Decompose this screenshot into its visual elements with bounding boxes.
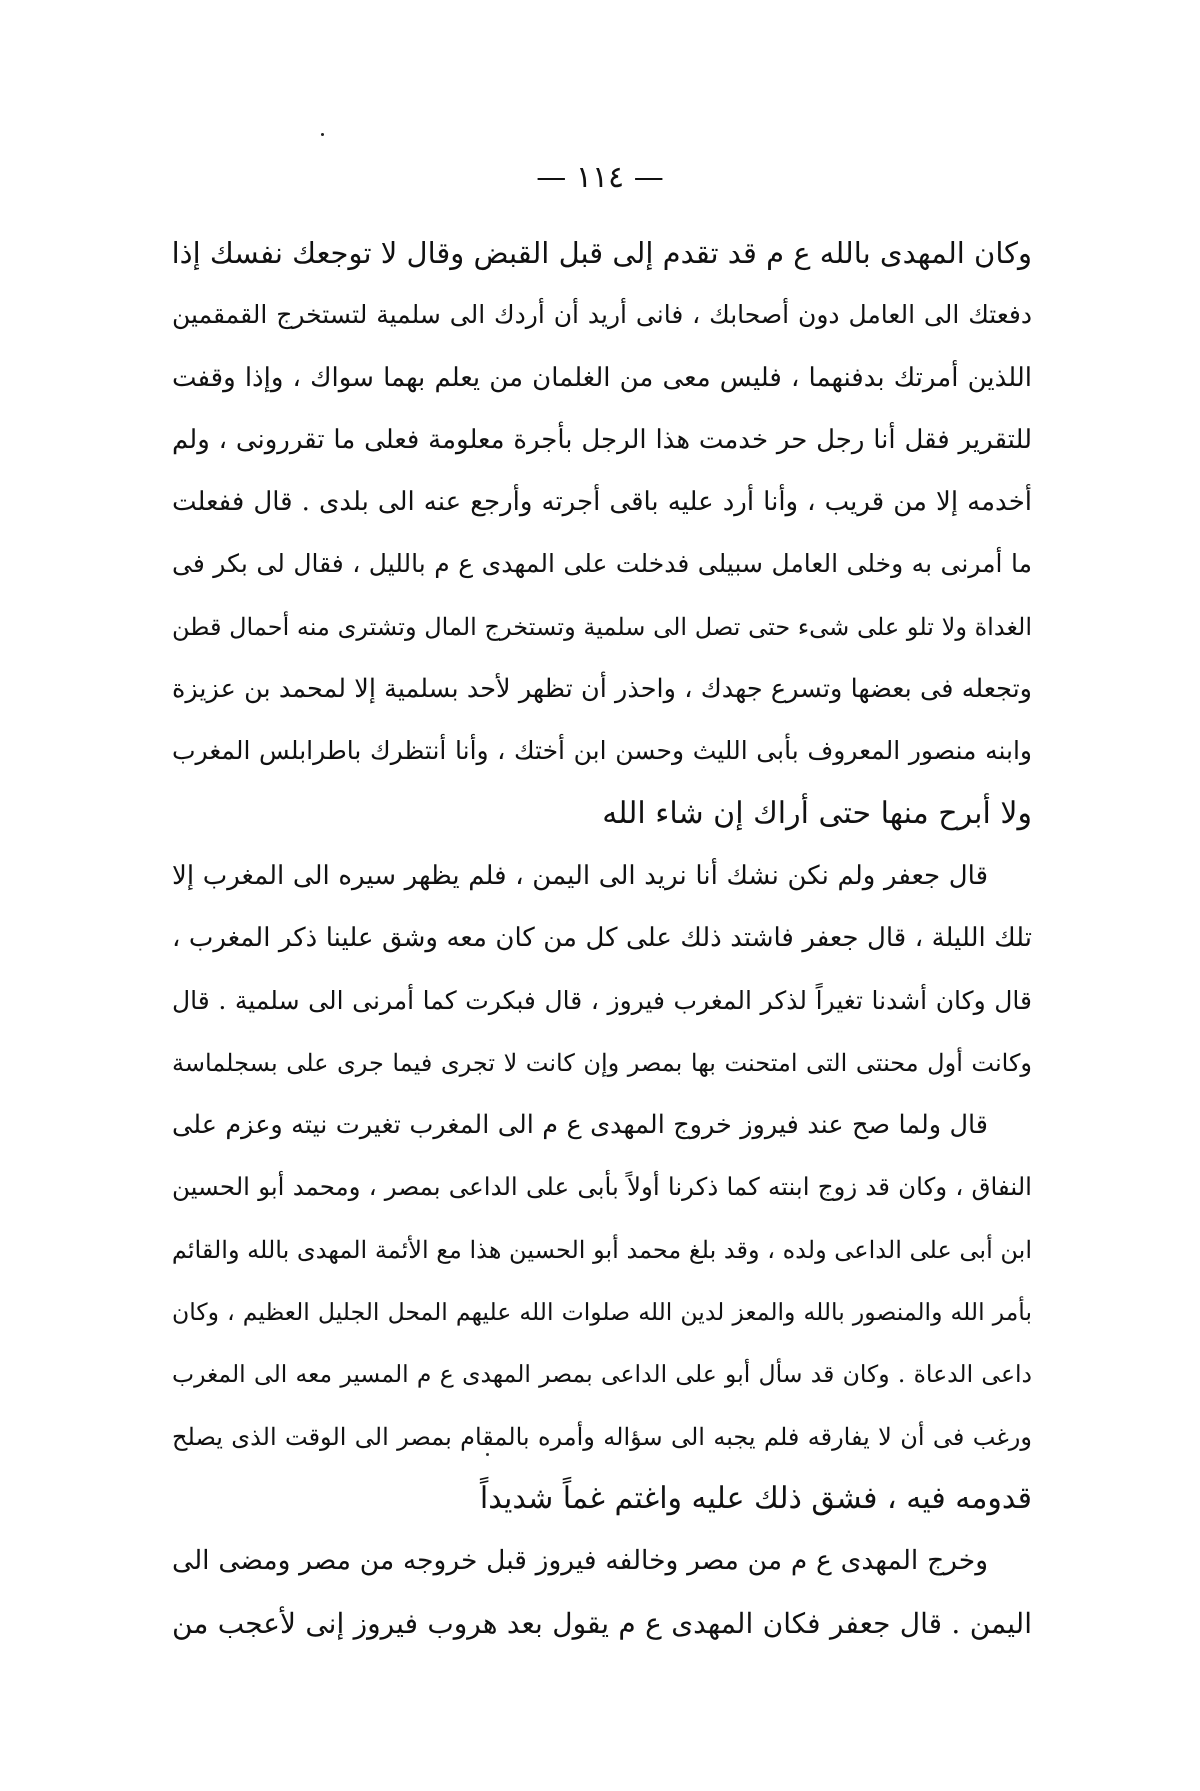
- paragraph-1: [172, 222, 1032, 845]
- text-line: أخدمه إلا من قريب ، وأنا أرد عليه باقى أجرته وأرجع عنه الى بلدى . قال ففعلت: [172, 487, 1032, 518]
- scan-speck: [321, 133, 324, 136]
- text-line: تلك الليلة ، قال جعفر فاشتد ذلك على كل من كان معه وشق علينا ذكر المغرب ،: [172, 923, 1032, 954]
- text-line: اللذين أمرتك بدفنهما ، فليس معى من الغلمان من يعلم بهما سواك ، وإذا وقفت: [172, 362, 1032, 393]
- text-line: النفاق ، وكان قد زوج ابنته كما ذكرنا أولاً بأبى على الداعى بمصر ، ومحمد أبو الحسين: [172, 1172, 1032, 1202]
- paragraph-2: [172, 845, 1032, 1094]
- text-line: ما أمرنى به وخلى العامل سبيلى فدخلت على المهدى ع م بالليل ، فقال لى بكر فى: [172, 549, 1032, 579]
- text-line: اليمن . قال جعفر فكان المهدى ع م يقول بعد هروب فيروز إنى لأعجب من: [172, 1606, 1032, 1640]
- text-line: ورغب فى أن لا يفارقه فلم يجبه الى سؤاله وأمره بالمقام بمصر الى الوقت الذى يصلح: [172, 1422, 1032, 1451]
- body-text: [172, 222, 1032, 1655]
- text-line: داعى الدعاة . وكان قد سأل أبو على الداعى بمصر المهدى ع م المسير معه الى المغرب: [172, 1360, 1032, 1389]
- text-line: وخرج المهدى ع م من مصر وخالفه فيروز قبل خروجه من مصر ومضى الى: [172, 1545, 988, 1577]
- page-number: — ١١٤ —: [536, 160, 664, 195]
- text-line: ولا أبرح منها حتى أراك إن شاء الله: [602, 795, 1032, 831]
- text-line: للتقرير فقل أنا رجل حر خدمت هذا الرجل بأجرة معلومة فعلى ما تقررونى ، ولم: [172, 424, 1032, 455]
- paragraph-4: [172, 1530, 1032, 1655]
- text-line: بأمر الله والمنصور بالله والمعز لدين الله صلوات الله عليهم المحل الجليل العظيم ، وكان: [172, 1298, 1032, 1327]
- text-line: وابنه منصور المعروف بأبى الليث وحسن ابن أختك ، وأنا أنتظرك باطرابلس المغرب: [172, 736, 1032, 766]
- text-line: وكانت أول محنتى التى امتحنت بها بمصر وإن كانت لا تجرى فيما جرى على بسجلماسة: [172, 1048, 1032, 1077]
- paragraph-3: [172, 1094, 1032, 1530]
- text-line: قدومه فيه ، فشق ذلك عليه واغتم غماً شديداً: [479, 1480, 1032, 1516]
- text-line: الغداة ولا تلو على شىء حتى تصل الى سلمية وتستخرج المال وتشترى منه أحمال قطن: [172, 612, 1032, 641]
- text-line: قال ولما صح عند فيروز خروج المهدى ع م الى المغرب تغيرت نيته وعزم على: [172, 1110, 988, 1141]
- text-line: قال جعفر ولم نكن نشك أنا نريد الى اليمن ، فلم يظهر سيره الى المغرب إلا: [172, 860, 988, 891]
- text-line: دفعتك الى العامل دون أصحابك ، فانى أريد أن أردك الى سلمية لتستخرج القمقمين: [172, 300, 1032, 330]
- text-line: ابن أبى على الداعى ولده ، وقد بلغ محمد أبو الحسين هذا مع الأئمة المهدى بالله والقائم: [172, 1235, 1032, 1264]
- text-line: قال وكان أشدنا تغيراً لذكر المغرب فيروز ، قال فبكرت كما أمرنى الى سلمية . قال: [172, 985, 1032, 1015]
- text-line: وتجعله فى بعضها وتسرع جهدك ، واحذر أن تظهر لأحد بسلمية إلا لمحمد بن عزيزة: [172, 674, 1032, 705]
- text-line: وكان المهدى بالله ع م قد تقدم إلى قبل القبض وقال لا توجعك نفسك إذا: [172, 236, 1032, 270]
